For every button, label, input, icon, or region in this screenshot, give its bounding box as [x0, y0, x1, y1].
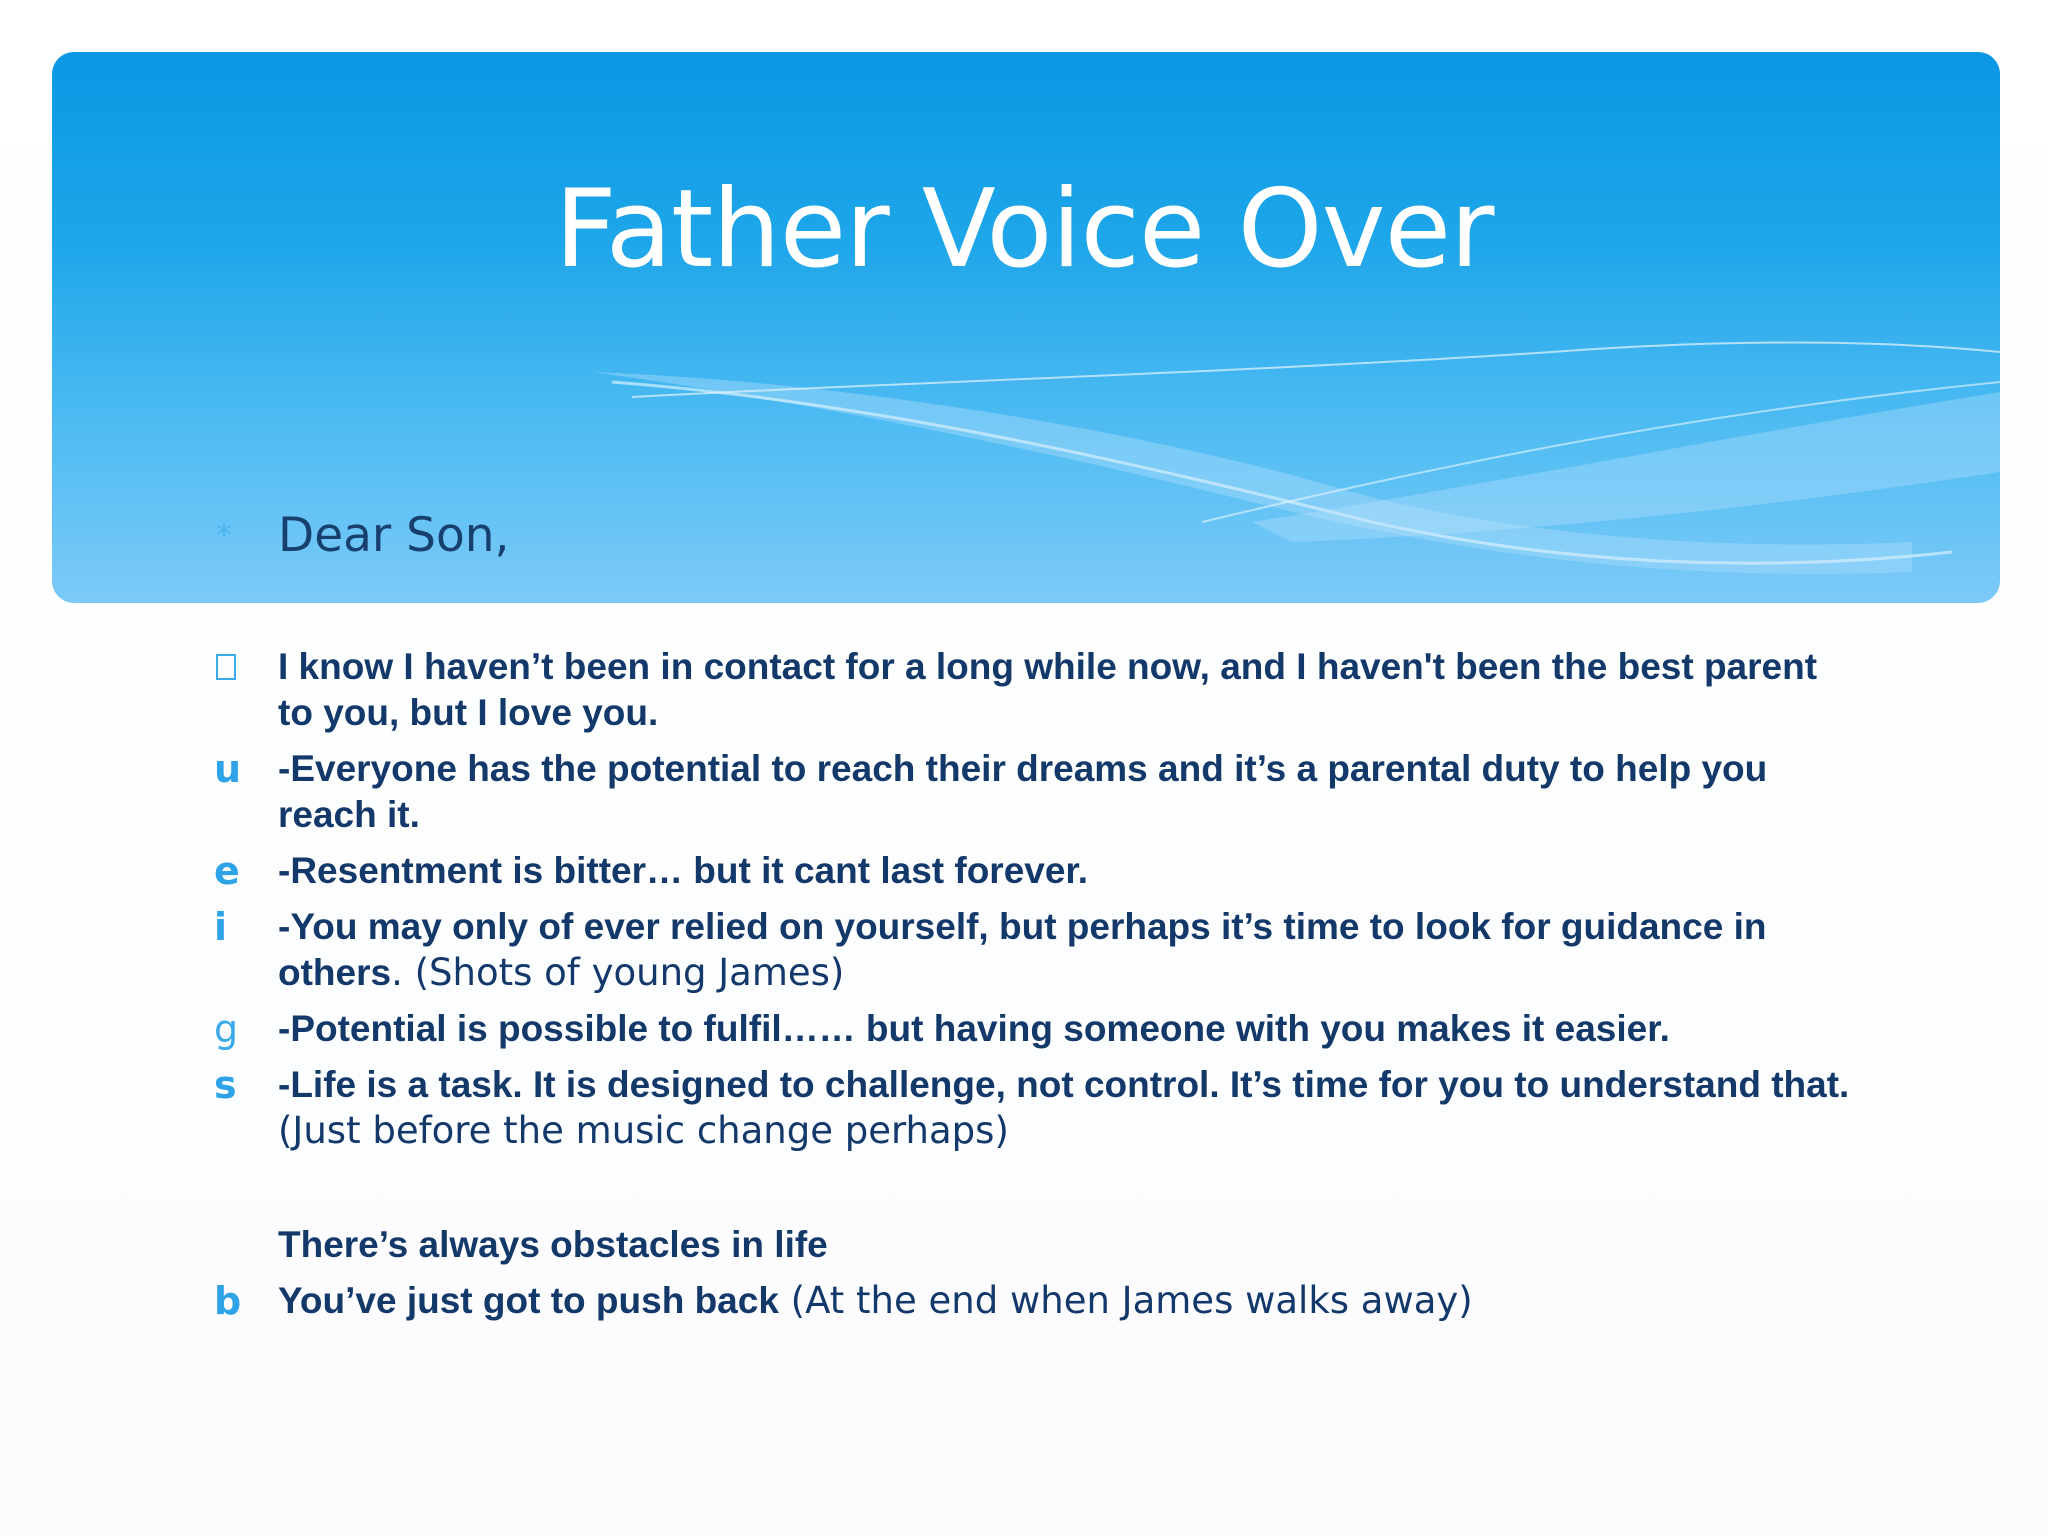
greeting-line	[216, 505, 510, 565]
item-text: -Resentment is bitter… but it cant last forever.	[278, 850, 1089, 891]
item-text: -Everyone has the potential to reach their dreams and it’s a parental duty to help you reach it.	[278, 748, 1768, 835]
closing-note: (At the end when James walks away)	[778, 1279, 1473, 1322]
asterisk-bullet-icon: *	[216, 516, 232, 554]
list-item	[214, 746, 1854, 838]
closing-text: There’s always obstacles in life	[278, 1224, 828, 1265]
missing-glyph-icon	[214, 644, 278, 690]
item-text: -Life is a task. It is designed to challenge, not control. It’s time for you to understand that.	[278, 1064, 1850, 1105]
list-item	[214, 848, 1854, 894]
list-bullet: i	[214, 905, 228, 949]
item-text: I know I haven’t been in contact for a long while now, and I haven't been the best parent to you, but I love you.	[278, 646, 1818, 733]
voice-over-list	[214, 644, 1854, 1334]
item-note: . (Shots of young James)	[391, 951, 845, 994]
slide-title: Father Voice Over	[554, 167, 1494, 292]
list-bullet: g	[214, 1007, 239, 1051]
closing-line-2	[214, 1278, 1854, 1324]
spacer	[214, 1164, 1854, 1222]
closing-text: You’ve just got to push back	[278, 1280, 779, 1321]
item-text: -Potential is possible to fulfil…… but having someone with you makes it easier.	[278, 1008, 1670, 1049]
greeting-text: Dear Son,	[278, 507, 510, 563]
item-note: (Just before the music change perhaps)	[278, 1109, 1009, 1152]
item-text: -You may only of ever relied on yourself, but perhaps it’s time to look for guidance in others	[278, 906, 1767, 993]
list-bullet: s	[214, 1063, 237, 1107]
list-item	[214, 1062, 1854, 1154]
list-item	[214, 644, 1854, 736]
closing-line-1	[214, 1222, 1854, 1268]
list-item	[214, 904, 1854, 996]
list-bullet: e	[214, 849, 240, 893]
list-bullet: b	[214, 1279, 242, 1323]
list-bullet: u	[214, 747, 242, 791]
list-item	[214, 1006, 1854, 1052]
